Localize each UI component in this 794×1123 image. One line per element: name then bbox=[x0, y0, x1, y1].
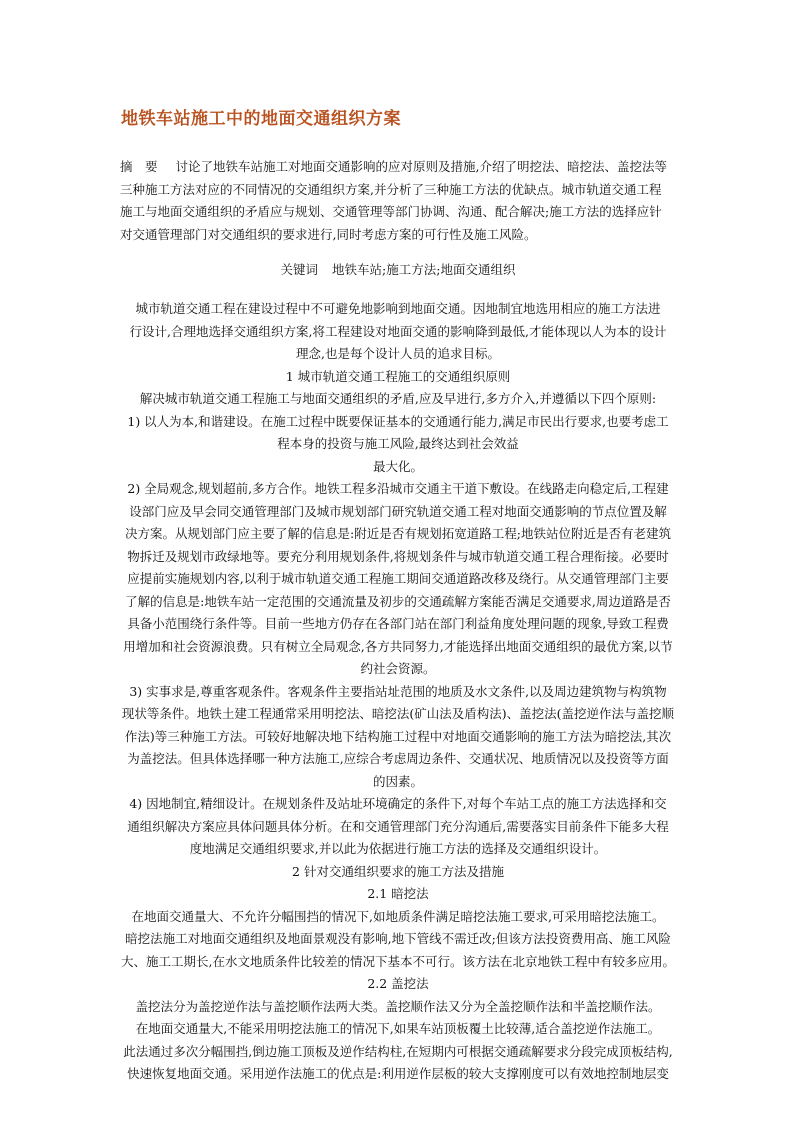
abstract-text: 讨论了地铁车站施工对地面交通影响的应对原则及措施,介绍了明挖法、暗挖法、盖挖法等 bbox=[175, 159, 667, 174]
section-heading: 1 城市轨道交通工程施工的交通组织原则 bbox=[285, 368, 511, 384]
body-line: 1) 以人为本,和谐建设。在施工过程中既要保证基本的交通通行能力,满足市民出行要求,也要考虑工 bbox=[127, 413, 669, 429]
body-line: 解决城市轨道交通工程施工与地面交通组织的矛盾,应及早进行,多方介入,并遵循以下四个原则: bbox=[139, 391, 657, 406]
body-line: 作法)等三种施工方法。可较好地解决地下结构施工过程中对地面交通影响的施工方法为暗挖法,其次 bbox=[124, 728, 672, 744]
body-line: 此法通过多次分幅围挡,倒边施工顶板及逆作结构柱,在短期内可根据交通疏解要求分段完成顶板结构, bbox=[123, 1043, 673, 1059]
body-line: 具备小范围绕行条件等。目前一些地方仍存在各部门站在部门利益角度处理问题的现象,导致工程费 bbox=[127, 616, 669, 631]
body-line: 行设计,合理地选择交通组织方案,将工程建设对地面交通的影响降到最低,才能体现以人为本的设计 bbox=[129, 323, 667, 339]
body-line: 2) 全局观念,规划超前,多方合作。地铁工程多沿城市交通主干道下敷设。在线路走向稳定后,工程建 bbox=[127, 481, 669, 496]
body-line: 通组织解决方案应具体问题具体分析。在和交通管理部门充分沟通后,需要落实目前条件下能多大程 bbox=[127, 818, 669, 834]
body-line: 城市轨道交通工程在建设过程中不可避免地影响到地面交通。因地制宜地选用相应的施工方法进 bbox=[135, 301, 661, 316]
abstract-line: 对交通管理部门对交通组织的要求进行,同时考虑方案的可行性及施工风险。 bbox=[120, 226, 537, 242]
body-line: 为盖挖法。但具体选择哪一种方法施工,应综合考虑周边条件、交通状况、地质情况以及投资等方面 bbox=[127, 751, 669, 766]
body-line: 现状等条件。地铁土建工程通常采用明挖法、暗挖法(矿山法及盾构法)、盖挖法(盖挖逆作法与盖挖顺 bbox=[121, 706, 675, 721]
body-line: 度地满足交通组织要求,并以此为依据进行施工方法的选择及交通组织设计。 bbox=[189, 841, 607, 856]
body-line: 设部门应及早会同交通管理部门及城市规划部门研究轨道交通工程对地面交通影响的节点位置及解 bbox=[129, 503, 667, 519]
abstract-label: 摘 要 bbox=[120, 159, 158, 174]
abstract-line bbox=[120, 156, 676, 179]
body-line: 约社会资源。 bbox=[360, 661, 436, 676]
body-line: 3) 实事求是,尊重客观条件。客观条件主要指站址范围的地质及水文条件,以及周边建筑物与构筑物 bbox=[129, 683, 667, 699]
body-line: 在地面交通量大,不能采用明挖法施工的情况下,如果车站顶板覆土比较薄,适合盖挖逆作法施工。 bbox=[135, 1021, 661, 1036]
body-line: 最大化。 bbox=[372, 458, 423, 474]
body-line: 4) 因地制宜,精细设计。在规划条件及站址环境确定的条件下,对每个车站工点的施工方法选择和交 bbox=[129, 796, 667, 811]
body-line: 应提前实施规划内容,以利于城市轨道交通工程施工期间交通道路改移及绕行。从交通管理部门主要 bbox=[127, 571, 669, 586]
body-line: 快速恢复地面交通。采用逆作法施工的优点是:利用逆作层板的较大支撑刚度可以有效地控制地层变 bbox=[127, 1066, 669, 1081]
body-line: 了解的信息是:地铁车站一定范围的交通流量及初步的交通疏解方案能否满足交通要求,周边道路是否 bbox=[125, 593, 671, 609]
abstract-line: 施工与地面交通组织的矛盾应与规划、交通管理等部门协调、沟通、配合解决;施工方法的选择应针 bbox=[120, 204, 662, 219]
subsection-heading: 2.1 暗挖法 bbox=[367, 886, 429, 901]
keywords-label: 关键词 bbox=[280, 262, 319, 277]
section-heading: 2 针对交通组织要求的施工方法及措施 bbox=[292, 863, 504, 879]
abstract-block bbox=[120, 156, 676, 246]
body-line: 的因素。 bbox=[372, 773, 423, 789]
body-line: 暗挖法施工对地面交通组织及地面景观没有影响,地下管线不需迁改;但该方法投资费用高、施工风险 bbox=[125, 931, 671, 946]
keywords-line bbox=[120, 260, 676, 278]
body-line: 大、施工工期长,在水文地质条件比较差的情况下基本不可行。该方法在北京地铁工程中有较多应用。 bbox=[121, 953, 675, 969]
document-title: 地铁车站施工中的地面交通组织方案 bbox=[121, 109, 401, 129]
body-line: 程本身的投资与施工风险,最终达到社会效益 bbox=[277, 436, 519, 451]
body-text bbox=[120, 298, 676, 1086]
body-line: 理念,也是每个设计人员的追求目标。 bbox=[296, 346, 500, 361]
subsection-heading: 2.2 盖挖法 bbox=[367, 976, 429, 991]
body-line: 在地面交通量大、不允许分幅围挡的情况下,如地质条件满足暗挖法施工要求,可采用暗挖法施工。 bbox=[131, 908, 665, 924]
body-line: 盖挖法分为盖挖逆作法与盖挖顺作法两大类。盖挖顺作法又分为全盖挖顺作法和半盖挖顺作法。 bbox=[135, 998, 661, 1014]
body-line: 决方案。从规划部门应主要了解的信息是:附近是否有规划拓宽道路工程;地铁站位附近是否有老建筑 bbox=[125, 526, 671, 541]
abstract-line: 三种施工方法对应的不同情况的交通组织方案,并分析了三种施工方法的优缺点。城市轨道交通工程 bbox=[120, 181, 662, 197]
keywords-value: 地铁车站;施工方法;地面交通组织 bbox=[332, 262, 516, 277]
body-line: 用增加和社会资源浪费。只有树立全局观念,各方共同努力,才能选择出地面交通组织的最优方案,以节 bbox=[123, 638, 673, 654]
body-line: 物拆迁及规划市政绿地等。要充分利用规划条件,将规划条件与城市轨道交通工程合理衔接。必要时 bbox=[127, 548, 669, 564]
